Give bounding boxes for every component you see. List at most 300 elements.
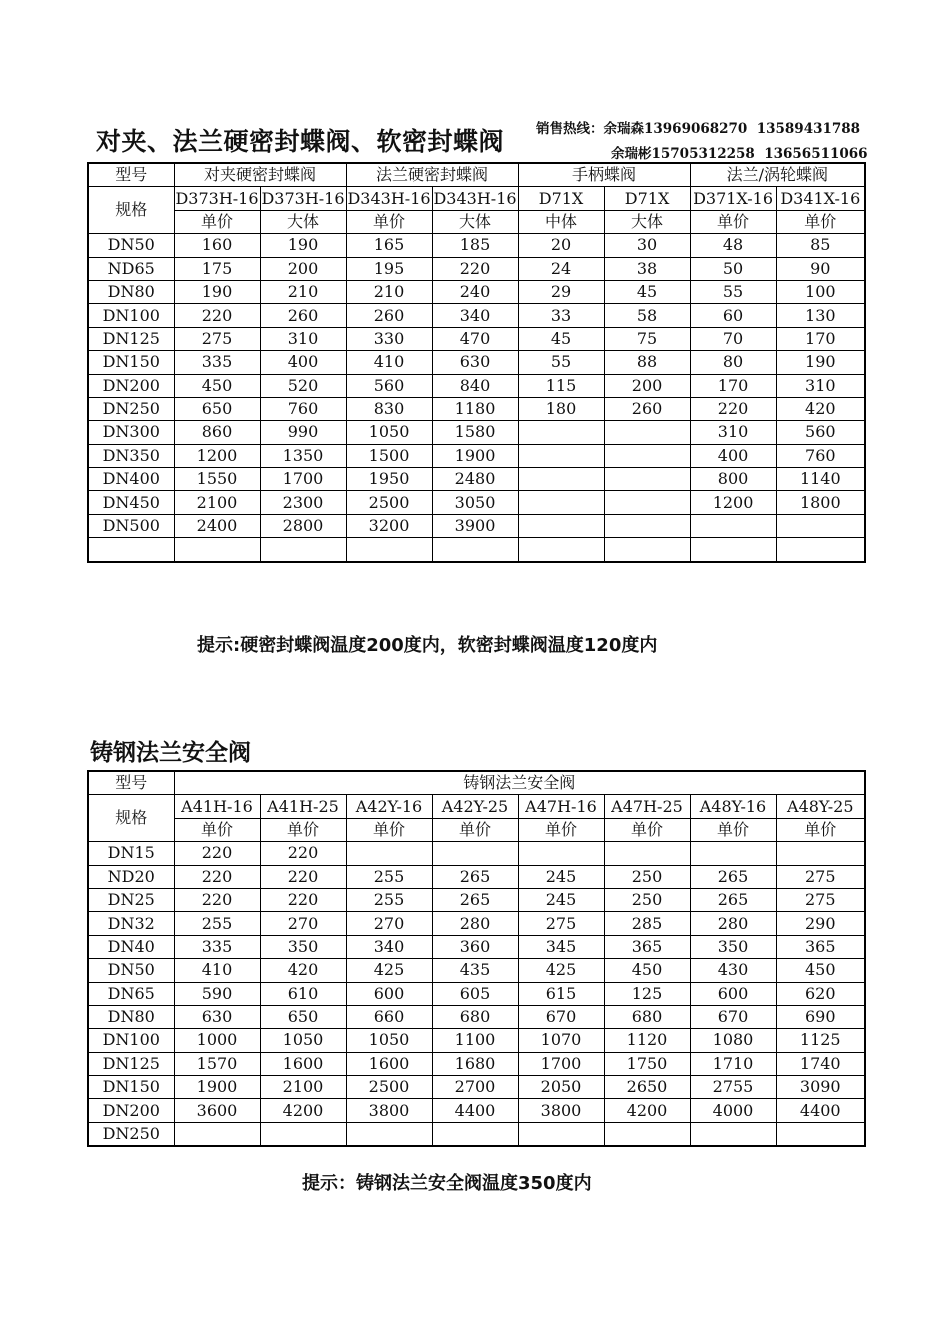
price-cell: 250	[604, 888, 690, 911]
table-row	[88, 1029, 865, 1052]
price-cell	[690, 1122, 776, 1146]
price-cell	[346, 1122, 432, 1146]
price-cell: 1050	[346, 421, 432, 444]
price-cell: 400	[690, 444, 776, 467]
model-header: A47H-25	[604, 795, 690, 818]
price-cell: 220	[260, 888, 346, 911]
type-label: 型号	[88, 771, 174, 795]
price-type-header: 单价	[690, 818, 776, 841]
price-cell	[260, 538, 346, 562]
price-cell: 410	[174, 959, 260, 982]
price-cell	[604, 1122, 690, 1146]
price-cell: 1050	[260, 1029, 346, 1052]
header-row-models	[88, 795, 865, 818]
price-cell: 88	[604, 351, 690, 374]
price-cell	[174, 1122, 260, 1146]
price-cell: 1750	[604, 1052, 690, 1075]
price-cell	[518, 491, 604, 514]
price-cell: 830	[346, 397, 432, 420]
model-header: D371X-16	[690, 187, 776, 210]
price-cell	[776, 514, 865, 537]
price-cell: 425	[346, 959, 432, 982]
price-cell: 360	[432, 935, 518, 958]
price-cell: 670	[690, 1005, 776, 1028]
price-cell: 33	[518, 304, 604, 327]
valve-group-header: 手柄蝶阀	[518, 163, 690, 187]
price-cell: 90	[776, 257, 865, 280]
price-cell: 365	[604, 935, 690, 958]
header-row-models	[88, 187, 865, 210]
model-header: A47H-16	[518, 795, 604, 818]
price-cell: 650	[174, 397, 260, 420]
price-cell: 275	[776, 865, 865, 888]
spec-cell: DN100	[88, 304, 174, 327]
price-cell	[518, 538, 604, 562]
price-cell: 255	[174, 912, 260, 935]
price-cell: 3090	[776, 1076, 865, 1099]
spec-label: 规格	[88, 187, 174, 234]
price-cell: 600	[346, 982, 432, 1005]
table-row	[88, 304, 865, 327]
price-cell: 265	[690, 888, 776, 911]
price-cell: 1570	[174, 1052, 260, 1075]
price-cell: 185	[432, 234, 518, 257]
price-cell	[432, 842, 518, 865]
price-type-header: 单价	[776, 818, 865, 841]
price-cell: 605	[432, 982, 518, 1005]
price-cell: 3600	[174, 1099, 260, 1122]
price-cell: 1680	[432, 1052, 518, 1075]
price-cell: 50	[690, 257, 776, 280]
price-cell	[776, 842, 865, 865]
price-cell: 670	[518, 1005, 604, 1028]
table-row	[88, 374, 865, 397]
table-row	[88, 1076, 865, 1099]
price-cell	[260, 1122, 346, 1146]
model-header: A41H-25	[260, 795, 346, 818]
price-cell: 335	[174, 351, 260, 374]
model-header: D343H-16	[432, 187, 518, 210]
spec-cell: DN40	[88, 935, 174, 958]
price-cell: 560	[776, 421, 865, 444]
price-cell	[518, 468, 604, 491]
price-cell: 620	[776, 982, 865, 1005]
table-row	[88, 397, 865, 420]
price-cell: 240	[432, 280, 518, 303]
price-cell: 1800	[776, 491, 865, 514]
spec-cell: DN400	[88, 468, 174, 491]
price-cell: 450	[604, 959, 690, 982]
price-cell: 1100	[432, 1029, 518, 1052]
price-cell: 255	[346, 888, 432, 911]
price-cell	[518, 421, 604, 444]
price-cell: 860	[174, 421, 260, 444]
price-cell: 1070	[518, 1029, 604, 1052]
table-row	[88, 327, 865, 350]
price-cell: 1900	[174, 1076, 260, 1099]
spec-cell: DN32	[88, 912, 174, 935]
price-cell: 1180	[432, 397, 518, 420]
price-cell: 410	[346, 351, 432, 374]
header-row-type	[88, 771, 865, 795]
butterfly-valve-temperature-note: 提示:硬密封蝶阀温度200度内，软密封蝶阀温度120度内	[197, 635, 658, 656]
price-type-header: 大体	[604, 210, 690, 233]
spec-cell: DN125	[88, 327, 174, 350]
price-cell: 265	[690, 865, 776, 888]
price-cell: 180	[518, 397, 604, 420]
price-cell: 590	[174, 982, 260, 1005]
spec-label: 规格	[88, 795, 174, 842]
spec-cell: DN350	[88, 444, 174, 467]
model-header: D343H-16	[346, 187, 432, 210]
price-cell: 340	[346, 935, 432, 958]
price-cell: 800	[690, 468, 776, 491]
table-row	[88, 1005, 865, 1028]
price-cell: 1740	[776, 1052, 865, 1075]
price-cell: 1000	[174, 1029, 260, 1052]
price-type-header: 单价	[174, 210, 260, 233]
price-cell: 2650	[604, 1076, 690, 1099]
price-cell: 615	[518, 982, 604, 1005]
price-cell: 335	[174, 935, 260, 958]
price-cell: 220	[174, 888, 260, 911]
price-cell: 190	[174, 280, 260, 303]
spec-cell: DN65	[88, 982, 174, 1005]
spec-cell: DN25	[88, 888, 174, 911]
price-cell: 195	[346, 257, 432, 280]
spec-cell: DN200	[88, 1099, 174, 1122]
model-header: A42Y-16	[346, 795, 432, 818]
price-cell	[604, 421, 690, 444]
spec-cell: DN15	[88, 842, 174, 865]
model-header: D373H-16	[174, 187, 260, 210]
price-cell: 310	[690, 421, 776, 444]
price-cell: 275	[518, 912, 604, 935]
price-cell: 175	[174, 257, 260, 280]
price-cell: 38	[604, 257, 690, 280]
price-cell: 2800	[260, 514, 346, 537]
price-type-header: 单价	[518, 818, 604, 841]
price-cell: 760	[776, 444, 865, 467]
price-cell: 250	[604, 865, 690, 888]
price-cell: 45	[604, 280, 690, 303]
price-type-header: 单价	[260, 818, 346, 841]
price-cell: 310	[260, 327, 346, 350]
table-row	[88, 935, 865, 958]
header-row-price-type	[88, 818, 865, 841]
price-cell: 130	[776, 304, 865, 327]
price-cell: 55	[690, 280, 776, 303]
price-cell: 420	[260, 959, 346, 982]
price-cell	[518, 444, 604, 467]
price-cell: 3800	[518, 1099, 604, 1122]
table-row	[88, 538, 865, 562]
table-row	[88, 865, 865, 888]
price-cell	[604, 468, 690, 491]
price-cell	[432, 538, 518, 562]
price-cell: 520	[260, 374, 346, 397]
table-row	[88, 421, 865, 444]
price-cell: 2500	[346, 491, 432, 514]
price-cell: 220	[690, 397, 776, 420]
price-type-header: 单价	[346, 210, 432, 233]
price-cell	[518, 1122, 604, 1146]
price-cell: 1080	[690, 1029, 776, 1052]
valve-group-header: 法兰硬密封蝶阀	[346, 163, 518, 187]
spec-cell: DN100	[88, 1029, 174, 1052]
price-cell: 220	[174, 842, 260, 865]
price-cell: 30	[604, 234, 690, 257]
price-cell: 80	[690, 351, 776, 374]
price-type-header: 单价	[346, 818, 432, 841]
price-cell: 560	[346, 374, 432, 397]
model-header: D341X-16	[776, 187, 865, 210]
table-row	[88, 888, 865, 911]
price-cell: 270	[346, 912, 432, 935]
price-cell: 1600	[260, 1052, 346, 1075]
valve-group-header: 铸钢法兰安全阀	[174, 771, 865, 795]
butterfly-valve-table-title: 对夹、法兰硬密封蝶阀、软密封蝶阀	[96, 127, 505, 156]
price-cell: 275	[776, 888, 865, 911]
price-cell	[690, 538, 776, 562]
table-row	[88, 351, 865, 374]
price-cell: 4400	[776, 1099, 865, 1122]
price-cell: 285	[604, 912, 690, 935]
price-cell: 1710	[690, 1052, 776, 1075]
price-cell: 260	[604, 397, 690, 420]
table-row	[88, 912, 865, 935]
price-cell: 2050	[518, 1076, 604, 1099]
table-row	[88, 842, 865, 865]
model-header: D373H-16	[260, 187, 346, 210]
price-cell	[776, 1122, 865, 1146]
price-cell	[346, 842, 432, 865]
model-header: A42Y-25	[432, 795, 518, 818]
table-row	[88, 959, 865, 982]
price-type-header: 单价	[690, 210, 776, 233]
model-header: D71X	[604, 187, 690, 210]
spec-cell: DN250	[88, 397, 174, 420]
spec-cell: ND20	[88, 865, 174, 888]
price-cell: 435	[432, 959, 518, 982]
price-type-header: 大体	[260, 210, 346, 233]
price-cell: 340	[432, 304, 518, 327]
price-cell: 70	[690, 327, 776, 350]
price-cell: 2480	[432, 468, 518, 491]
price-cell: 350	[690, 935, 776, 958]
price-cell: 200	[604, 374, 690, 397]
type-label: 型号	[88, 163, 174, 187]
price-cell: 1900	[432, 444, 518, 467]
price-cell: 165	[346, 234, 432, 257]
table-row	[88, 257, 865, 280]
price-cell: 1200	[174, 444, 260, 467]
price-cell: 2300	[260, 491, 346, 514]
price-cell: 840	[432, 374, 518, 397]
price-cell: 330	[346, 327, 432, 350]
price-cell: 200	[260, 257, 346, 280]
price-cell: 4200	[604, 1099, 690, 1122]
price-cell: 1550	[174, 468, 260, 491]
price-cell: 280	[690, 912, 776, 935]
price-cell: 1125	[776, 1029, 865, 1052]
table-row	[88, 444, 865, 467]
price-cell: 2700	[432, 1076, 518, 1099]
safety-valve-price-table	[87, 770, 866, 1147]
valve-group-header: 法兰/涡轮蝶阀	[690, 163, 865, 187]
spec-cell: DN80	[88, 1005, 174, 1028]
spec-cell: DN80	[88, 280, 174, 303]
price-cell	[604, 514, 690, 537]
price-cell: 270	[260, 912, 346, 935]
spec-cell: DN450	[88, 491, 174, 514]
price-type-header: 大体	[432, 210, 518, 233]
spec-cell: DN50	[88, 959, 174, 982]
sales-hotline-line-1: 销售热线：余瑞森13969068270 13589431788	[536, 121, 861, 137]
price-cell: 170	[776, 327, 865, 350]
price-cell: 115	[518, 374, 604, 397]
price-cell: 660	[346, 1005, 432, 1028]
butterfly-valve-price-table	[87, 162, 866, 563]
price-cell: 85	[776, 234, 865, 257]
price-cell: 275	[174, 327, 260, 350]
price-cell	[346, 538, 432, 562]
spec-cell: DN300	[88, 421, 174, 444]
price-cell: 24	[518, 257, 604, 280]
price-cell	[690, 842, 776, 865]
price-cell	[604, 538, 690, 562]
table-row	[88, 280, 865, 303]
price-type-header: 单价	[604, 818, 690, 841]
price-cell: 220	[174, 865, 260, 888]
price-cell: 610	[260, 982, 346, 1005]
price-cell: 400	[260, 351, 346, 374]
price-cell: 75	[604, 327, 690, 350]
price-cell: 100	[776, 280, 865, 303]
price-type-header: 中体	[518, 210, 604, 233]
price-cell: 210	[260, 280, 346, 303]
table-row	[88, 1099, 865, 1122]
price-cell: 3200	[346, 514, 432, 537]
price-cell: 265	[432, 888, 518, 911]
safety-valve-temperature-note: 提示：铸钢法兰安全阀温度350度内	[302, 1173, 592, 1194]
price-cell: 1700	[260, 468, 346, 491]
price-cell	[604, 491, 690, 514]
price-cell: 650	[260, 1005, 346, 1028]
price-cell: 450	[776, 959, 865, 982]
price-cell: 4400	[432, 1099, 518, 1122]
header-row-type	[88, 163, 865, 187]
model-header: D71X	[518, 187, 604, 210]
price-cell: 4000	[690, 1099, 776, 1122]
price-cell: 350	[260, 935, 346, 958]
price-cell: 3800	[346, 1099, 432, 1122]
price-cell: 1140	[776, 468, 865, 491]
price-type-header: 单价	[432, 818, 518, 841]
sales-hotline-line-2: 余瑞彬15705312258 13656511066	[611, 146, 868, 162]
price-cell: 990	[260, 421, 346, 444]
table-row	[88, 1052, 865, 1075]
price-cell: 1500	[346, 444, 432, 467]
price-cell: 630	[174, 1005, 260, 1028]
model-header: A48Y-25	[776, 795, 865, 818]
price-cell: 1700	[518, 1052, 604, 1075]
price-cell: 220	[260, 865, 346, 888]
price-cell	[604, 444, 690, 467]
price-cell	[518, 842, 604, 865]
price-cell: 58	[604, 304, 690, 327]
price-cell: 1580	[432, 421, 518, 444]
price-cell: 60	[690, 304, 776, 327]
table-row	[88, 1122, 865, 1146]
spec-cell	[88, 538, 174, 562]
price-cell: 680	[432, 1005, 518, 1028]
valve-group-header: 对夹硬密封蝶阀	[174, 163, 346, 187]
price-cell: 190	[260, 234, 346, 257]
spec-cell: DN50	[88, 234, 174, 257]
price-cell: 690	[776, 1005, 865, 1028]
price-cell: 1350	[260, 444, 346, 467]
price-cell	[518, 514, 604, 537]
spec-cell: DN150	[88, 351, 174, 374]
price-cell: 220	[174, 304, 260, 327]
spec-cell: DN150	[88, 1076, 174, 1099]
price-cell: 470	[432, 327, 518, 350]
price-cell: 2100	[260, 1076, 346, 1099]
price-cell: 425	[518, 959, 604, 982]
price-cell: 125	[604, 982, 690, 1005]
table-row	[88, 982, 865, 1005]
price-cell: 1050	[346, 1029, 432, 1052]
price-cell: 4200	[260, 1099, 346, 1122]
spec-cell: DN250	[88, 1122, 174, 1146]
price-cell: 345	[518, 935, 604, 958]
price-cell	[174, 538, 260, 562]
table-row	[88, 468, 865, 491]
model-header: A48Y-16	[690, 795, 776, 818]
price-cell: 48	[690, 234, 776, 257]
price-cell: 210	[346, 280, 432, 303]
price-cell: 1600	[346, 1052, 432, 1075]
price-type-header: 单价	[174, 818, 260, 841]
price-cell: 2755	[690, 1076, 776, 1099]
price-cell: 600	[690, 982, 776, 1005]
price-cell: 450	[174, 374, 260, 397]
price-cell	[432, 1122, 518, 1146]
spec-cell: DN200	[88, 374, 174, 397]
price-cell: 29	[518, 280, 604, 303]
price-cell: 420	[776, 397, 865, 420]
price-cell: 430	[690, 959, 776, 982]
price-cell: 680	[604, 1005, 690, 1028]
spec-cell: ND65	[88, 257, 174, 280]
price-cell	[604, 842, 690, 865]
price-cell	[776, 538, 865, 562]
price-cell: 3050	[432, 491, 518, 514]
table-row	[88, 491, 865, 514]
price-cell: 365	[776, 935, 865, 958]
price-cell: 1950	[346, 468, 432, 491]
price-cell: 20	[518, 234, 604, 257]
price-cell: 2400	[174, 514, 260, 537]
price-cell: 280	[432, 912, 518, 935]
price-cell	[690, 514, 776, 537]
spec-cell: DN125	[88, 1052, 174, 1075]
price-cell: 290	[776, 912, 865, 935]
table-row	[88, 514, 865, 537]
price-type-header: 单价	[776, 210, 865, 233]
safety-valve-table-title: 铸钢法兰安全阀	[90, 740, 251, 766]
